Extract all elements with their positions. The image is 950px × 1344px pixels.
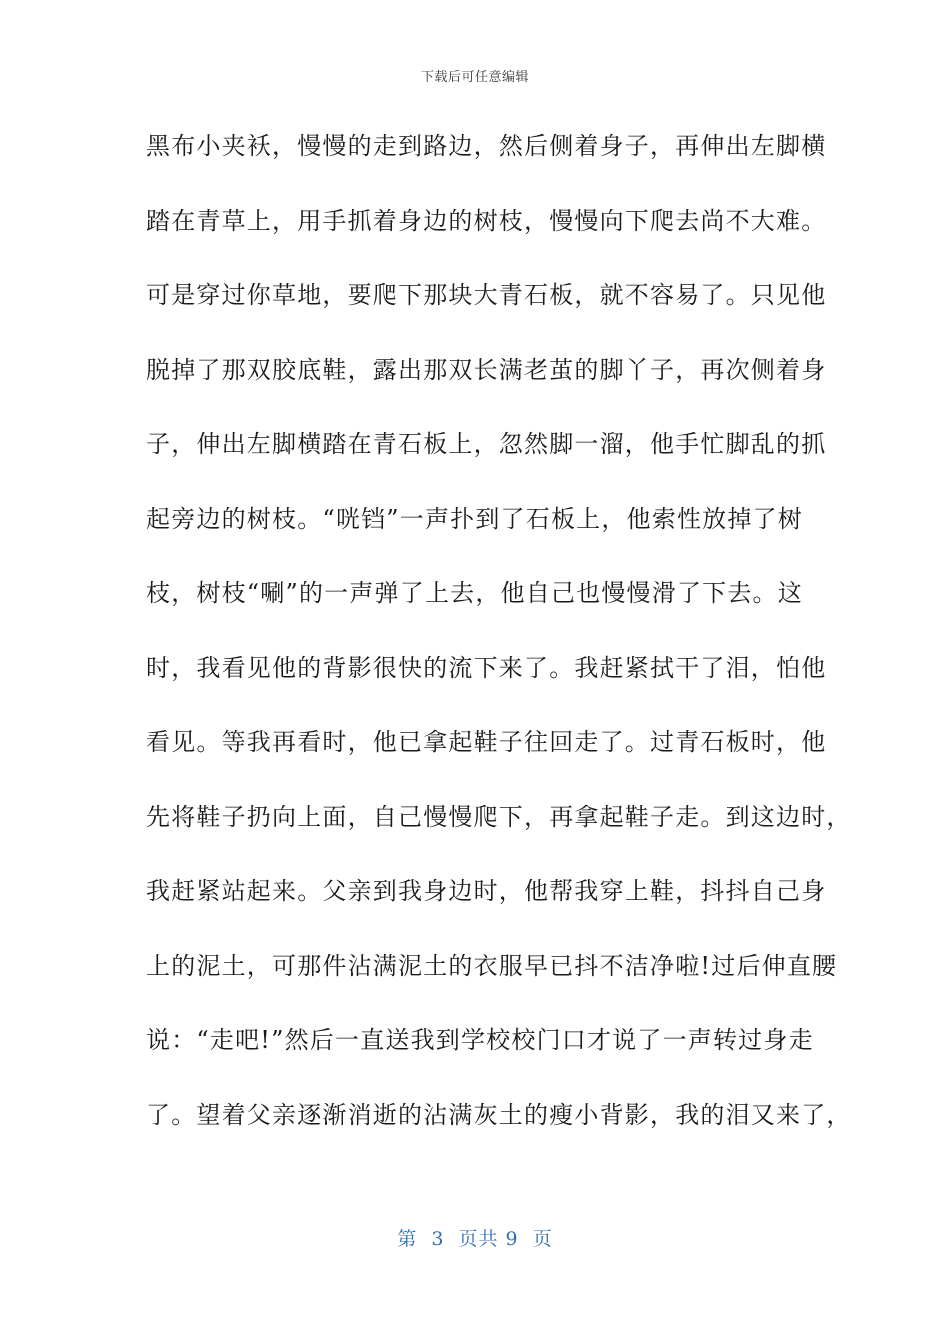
text-line: 说：“走吧!”然后一直送我到学校校门口才说了一声转过身走 bbox=[146, 1026, 814, 1054]
text-line: 可是穿过你草地，要爬下那块大青石板，就不容易了。只见他 bbox=[146, 281, 827, 309]
text-line: 先将鞋子扔向上面，自己慢慢爬下，再拿起鞋子走。到这边时， bbox=[146, 802, 852, 831]
text-line: 我赶紧站起来。父亲到我身边时，他帮我穿上鞋，抖抖自己身 bbox=[146, 877, 827, 905]
text-line: 上的泥土，可那件沾满泥土的衣服早已抖不洁净啦!过后伸直腰 bbox=[146, 951, 838, 980]
text-line: 踏在青草上，用手抓着身边的树枝，慢慢向下爬去尚不大难。 bbox=[146, 206, 827, 235]
text-line: 起旁边的树枝。“咣铛”一声扑到了石板上，他索性放掉了树 bbox=[146, 504, 803, 533]
document-body bbox=[146, 122, 852, 1165]
text-line: 时，我看见他的背影很快的流下来了。我赶紧拭干了泪，怕他 bbox=[146, 653, 827, 682]
page-header: 下载后可任意编辑 bbox=[420, 70, 529, 85]
text-line: 了。望着父亲逐渐消逝的沾满灰土的瘦小背影，我的泪又来了， bbox=[146, 1100, 852, 1129]
text-line: 枝，树枝“唰”的一声弹了上去，他自己也慢慢滑了下去。这 bbox=[146, 579, 803, 607]
text-line: 黑布小夹袄，慢慢的走到路边，然后侧着身子，再伸出左脚横 bbox=[146, 132, 827, 160]
text-line: 脱掉了那双胶底鞋，露出那双长满老茧的脚丫子，再次侧着身 bbox=[146, 355, 827, 384]
page-footer: 第 3 页共 9 页 bbox=[397, 1228, 553, 1250]
text-line: 看见。等我再看时，他已拿起鞋子往回走了。过青石板时，他 bbox=[146, 728, 827, 756]
text-line: 子，伸出左脚横踏在青石板上，忽然脚一溜，他手忙脚乱的抓 bbox=[146, 430, 827, 458]
